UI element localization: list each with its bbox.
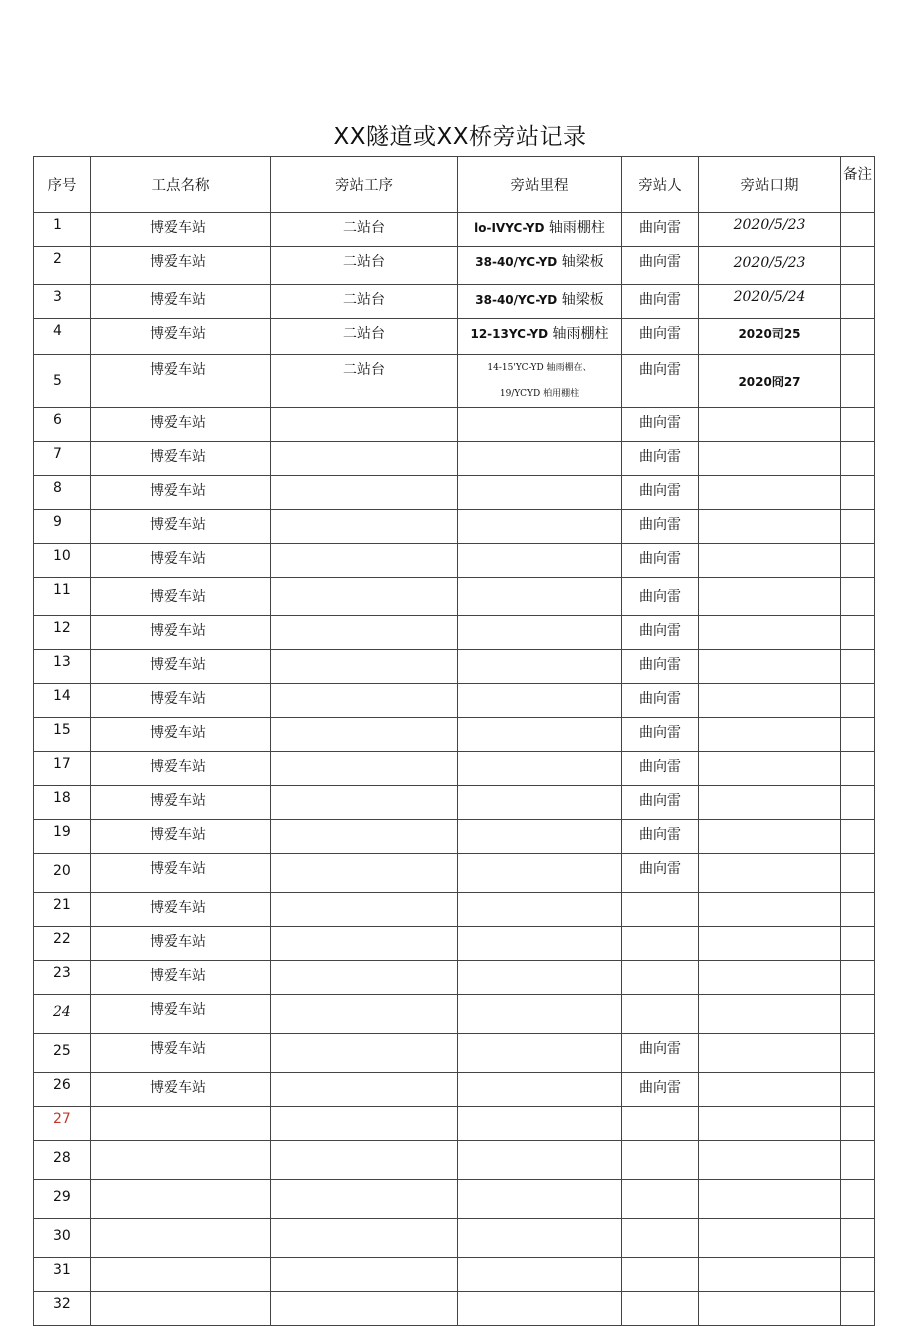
cell-site	[91, 1292, 271, 1326]
cell-date	[699, 1258, 841, 1292]
cell-site: 博爱车站	[91, 995, 271, 1034]
cell-person	[622, 893, 699, 927]
cell-site: 博爱车站	[91, 650, 271, 684]
cell-seq: 4	[34, 319, 91, 355]
cell-site	[91, 1141, 271, 1180]
cell-site	[91, 1180, 271, 1219]
cell-person: 曲向雷	[622, 752, 699, 786]
cell-note	[841, 786, 875, 820]
cell-mileage	[458, 408, 622, 442]
mileage-code: 12-13YC-YD	[470, 327, 549, 341]
table-row	[34, 1141, 875, 1180]
cell-seq: 15	[34, 718, 91, 752]
cell-site: 博爱车站	[91, 616, 271, 650]
cell-seq: 18	[34, 786, 91, 820]
mileage-text: 轴梁板	[561, 254, 604, 270]
cell-seq: 31	[34, 1258, 91, 1292]
cell-process: 二站台	[271, 285, 458, 319]
table-row	[34, 544, 875, 578]
cell-mileage	[458, 854, 622, 893]
cell-date	[699, 854, 841, 893]
cell-mileage	[458, 616, 622, 650]
cell-seq: 25	[34, 1034, 91, 1073]
cell-process	[271, 1180, 458, 1219]
cell-seq: 28	[34, 1141, 91, 1180]
cell-seq: 19	[34, 820, 91, 854]
table-row	[34, 616, 875, 650]
table-row	[34, 961, 875, 995]
cell-mileage	[458, 1034, 622, 1073]
cell-seq: 24	[34, 995, 91, 1034]
cell-note	[841, 995, 875, 1034]
cell-mileage	[458, 1180, 622, 1219]
cell-note	[841, 927, 875, 961]
mileage-line-1: 14-15'YC-YD 轴雨棚在、	[487, 363, 592, 373]
cell-process	[271, 616, 458, 650]
cell-process	[271, 786, 458, 820]
cell-date	[699, 961, 841, 995]
table-row	[34, 786, 875, 820]
cell-date	[699, 510, 841, 544]
cell-site: 博爱车站	[91, 510, 271, 544]
cell-date	[699, 1073, 841, 1107]
header-mileage: 旁站里程	[458, 157, 622, 213]
cell-note	[841, 247, 875, 285]
header-seq: 序号	[34, 157, 91, 213]
cell-person: 曲向雷	[622, 578, 699, 616]
cell-site	[91, 1107, 271, 1141]
table-row	[34, 285, 875, 319]
table-row	[34, 650, 875, 684]
table-row	[34, 1292, 875, 1326]
mileage-text: 轴雨棚柱	[552, 326, 609, 342]
cell-note	[841, 752, 875, 786]
header-person: 旁站人	[622, 157, 699, 213]
cell-person: 曲向雷	[622, 355, 699, 408]
cell-mileage	[458, 247, 622, 285]
cell-site: 博爱车站	[91, 285, 271, 319]
cell-date	[699, 995, 841, 1034]
cell-date	[699, 650, 841, 684]
cell-process	[271, 995, 458, 1034]
cell-process	[271, 1034, 458, 1073]
cell-process	[271, 510, 458, 544]
cell-seq: 5	[34, 355, 91, 408]
cell-process	[271, 1258, 458, 1292]
cell-mileage	[458, 650, 622, 684]
cell-date	[699, 544, 841, 578]
cell-note	[841, 650, 875, 684]
cell-site: 博爱车站	[91, 854, 271, 893]
table-row	[34, 927, 875, 961]
cell-process: 二站台	[271, 319, 458, 355]
cell-site: 博爱车站	[91, 319, 271, 355]
cell-seq: 9	[34, 510, 91, 544]
cell-person	[622, 1107, 699, 1141]
cell-mileage	[458, 544, 622, 578]
cell-person	[622, 1180, 699, 1219]
cell-seq: 13	[34, 650, 91, 684]
cell-person: 曲向雷	[622, 476, 699, 510]
cell-seq: 1	[34, 213, 91, 247]
cell-date	[699, 786, 841, 820]
cell-person: 曲向雷	[622, 718, 699, 752]
cell-seq: 22	[34, 927, 91, 961]
cell-site: 博爱车站	[91, 927, 271, 961]
cell-mileage	[458, 476, 622, 510]
cell-seq: 21	[34, 893, 91, 927]
cell-note	[841, 319, 875, 355]
cell-mileage	[458, 820, 622, 854]
cell-note	[841, 854, 875, 893]
cell-mileage	[458, 578, 622, 616]
table-row	[34, 510, 875, 544]
cell-note	[841, 544, 875, 578]
cell-mileage	[458, 1107, 622, 1141]
cell-site: 博爱车站	[91, 786, 271, 820]
cell-person: 曲向雷	[622, 319, 699, 355]
cell-site: 博爱车站	[91, 752, 271, 786]
cell-process	[271, 1219, 458, 1258]
cell-seq: 3	[34, 285, 91, 319]
cell-note	[841, 1034, 875, 1073]
cell-person: 曲向雷	[622, 213, 699, 247]
cell-date	[699, 718, 841, 752]
cell-note	[841, 820, 875, 854]
cell-seq: 23	[34, 961, 91, 995]
cell-date	[699, 684, 841, 718]
header-note: 备注	[841, 157, 875, 213]
cell-mileage	[458, 319, 622, 355]
cell-note	[841, 684, 875, 718]
cell-mileage	[458, 927, 622, 961]
header-date: 旁站口期	[699, 157, 841, 213]
cell-seq: 26	[34, 1073, 91, 1107]
cell-note	[841, 476, 875, 510]
cell-mileage	[458, 285, 622, 319]
cell-person	[622, 1219, 699, 1258]
cell-site: 博爱车站	[91, 820, 271, 854]
cell-note	[841, 961, 875, 995]
cell-note	[841, 285, 875, 319]
cell-mileage	[458, 1292, 622, 1326]
table-row	[34, 893, 875, 927]
table-row	[34, 1034, 875, 1073]
cell-date	[699, 1180, 841, 1219]
cell-date: 2020冏27	[699, 355, 841, 408]
cell-process: 二站台	[271, 355, 458, 408]
cell-site: 博爱车站	[91, 684, 271, 718]
cell-process	[271, 1107, 458, 1141]
header-site: 工点名称	[91, 157, 271, 213]
cell-date	[699, 476, 841, 510]
cell-note	[841, 510, 875, 544]
cell-mileage	[458, 1073, 622, 1107]
cell-person	[622, 1258, 699, 1292]
cell-note	[841, 616, 875, 650]
cell-seq: 2	[34, 247, 91, 285]
cell-mileage	[458, 995, 622, 1034]
cell-date	[699, 578, 841, 616]
cell-date	[699, 1141, 841, 1180]
cell-process	[271, 442, 458, 476]
cell-person	[622, 1292, 699, 1326]
cell-seq: 12	[34, 616, 91, 650]
cell-person	[622, 927, 699, 961]
cell-note	[841, 355, 875, 408]
table-row	[34, 1219, 875, 1258]
cell-seq: 8	[34, 476, 91, 510]
cell-note	[841, 442, 875, 476]
table-row	[34, 684, 875, 718]
table-row	[34, 213, 875, 247]
cell-seq: 11	[34, 578, 91, 616]
cell-seq: 6	[34, 408, 91, 442]
cell-date	[699, 752, 841, 786]
cell-person: 曲向雷	[622, 442, 699, 476]
cell-process: 二站台	[271, 247, 458, 285]
cell-mileage	[458, 786, 622, 820]
cell-note	[841, 213, 875, 247]
cell-mileage	[458, 752, 622, 786]
cell-mileage	[458, 510, 622, 544]
cell-seq: 27	[34, 1107, 91, 1141]
mileage-code: lo-IVYC-YD	[474, 221, 545, 235]
cell-note	[841, 718, 875, 752]
cell-process	[271, 854, 458, 893]
cell-date: 2020/5/24	[699, 285, 841, 319]
cell-mileage	[458, 442, 622, 476]
cell-date: 2020/5/23	[699, 247, 841, 285]
cell-process	[271, 476, 458, 510]
cell-site: 博爱车站	[91, 355, 271, 408]
cell-site: 博爱车站	[91, 213, 271, 247]
cell-process	[271, 927, 458, 961]
cell-seq: 7	[34, 442, 91, 476]
cell-person: 曲向雷	[622, 684, 699, 718]
cell-site: 博爱车站	[91, 476, 271, 510]
header-row	[34, 157, 875, 213]
cell-mileage	[458, 961, 622, 995]
cell-seq: 29	[34, 1180, 91, 1219]
mileage-line-2: 19/YCYD 柏用棚柱	[499, 389, 580, 399]
table-row	[34, 1107, 875, 1141]
cell-site: 博爱车站	[91, 442, 271, 476]
cell-process	[271, 1292, 458, 1326]
cell-note	[841, 1107, 875, 1141]
cell-site: 博爱车站	[91, 893, 271, 927]
cell-note	[841, 1219, 875, 1258]
cell-process	[271, 544, 458, 578]
cell-seq: 17	[34, 752, 91, 786]
record-table	[33, 156, 875, 1326]
cell-process	[271, 650, 458, 684]
cell-note	[841, 1073, 875, 1107]
cell-person: 曲向雷	[622, 247, 699, 285]
cell-date	[699, 616, 841, 650]
cell-person: 曲向雷	[622, 510, 699, 544]
table-row	[34, 319, 875, 355]
cell-person: 曲向雷	[622, 1073, 699, 1107]
cell-site: 博爱车站	[91, 718, 271, 752]
cell-date	[699, 1219, 841, 1258]
cell-site: 博爱车站	[91, 544, 271, 578]
cell-seq: 32	[34, 1292, 91, 1326]
cell-seq: 10	[34, 544, 91, 578]
table-row	[34, 442, 875, 476]
cell-date	[699, 820, 841, 854]
cell-person: 曲向雷	[622, 854, 699, 893]
cell-person: 曲向雷	[622, 616, 699, 650]
cell-process	[271, 1073, 458, 1107]
cell-person: 曲向雷	[622, 544, 699, 578]
table-row	[34, 578, 875, 616]
cell-mileage	[458, 1219, 622, 1258]
cell-seq: 30	[34, 1219, 91, 1258]
table-row	[34, 820, 875, 854]
table-row	[34, 476, 875, 510]
cell-site: 博爱车站	[91, 1073, 271, 1107]
table-row	[34, 408, 875, 442]
cell-process	[271, 893, 458, 927]
cell-date	[699, 927, 841, 961]
cell-site: 博爱车站	[91, 578, 271, 616]
cell-date: 2020/5/23	[699, 213, 841, 247]
table-row	[34, 247, 875, 285]
cell-process	[271, 684, 458, 718]
cell-site: 博爱车站	[91, 408, 271, 442]
cell-date	[699, 1292, 841, 1326]
cell-mileage	[458, 355, 622, 408]
mileage-text: 轴梁板	[561, 292, 604, 308]
cell-process	[271, 718, 458, 752]
table-row	[34, 1258, 875, 1292]
table-row	[34, 718, 875, 752]
cell-person	[622, 961, 699, 995]
table-row	[34, 752, 875, 786]
mileage-code: 38-40/YC-YD	[475, 293, 558, 307]
cell-process	[271, 578, 458, 616]
cell-person: 曲向雷	[622, 820, 699, 854]
cell-person: 曲向雷	[622, 408, 699, 442]
cell-date	[699, 893, 841, 927]
cell-site	[91, 1258, 271, 1292]
cell-mileage	[458, 1258, 622, 1292]
cell-mileage	[458, 213, 622, 247]
table-row	[34, 355, 875, 408]
cell-person: 曲向雷	[622, 1034, 699, 1073]
cell-mileage	[458, 718, 622, 752]
cell-person	[622, 995, 699, 1034]
cell-note	[841, 408, 875, 442]
cell-note	[841, 1258, 875, 1292]
table-row	[34, 1180, 875, 1219]
cell-process	[271, 408, 458, 442]
table-row	[34, 854, 875, 893]
cell-process	[271, 752, 458, 786]
cell-process	[271, 1141, 458, 1180]
cell-process	[271, 820, 458, 854]
cell-date	[699, 442, 841, 476]
cell-site: 博爱车站	[91, 247, 271, 285]
cell-person: 曲向雷	[622, 786, 699, 820]
cell-note	[841, 1141, 875, 1180]
mileage-code: 38-40/YC-YD	[475, 255, 558, 269]
cell-person: 曲向雷	[622, 650, 699, 684]
cell-person: 曲向雷	[622, 285, 699, 319]
cell-date: 2020司25	[699, 319, 841, 355]
cell-process: 二站台	[271, 213, 458, 247]
mileage-text: 轴雨棚柱	[548, 220, 605, 236]
cell-site: 博爱车站	[91, 1034, 271, 1073]
cell-date	[699, 1034, 841, 1073]
cell-site: 博爱车站	[91, 961, 271, 995]
table-row	[34, 995, 875, 1034]
cell-date	[699, 1107, 841, 1141]
cell-mileage	[458, 684, 622, 718]
table-row	[34, 1073, 875, 1107]
cell-mileage	[458, 1141, 622, 1180]
cell-date	[699, 408, 841, 442]
cell-mileage	[458, 893, 622, 927]
cell-note	[841, 1180, 875, 1219]
cell-note	[841, 578, 875, 616]
header-process: 旁站工序	[271, 157, 458, 213]
page-title: XX隧道或XX桥旁站记录	[333, 124, 587, 150]
cell-seq: 20	[34, 854, 91, 893]
cell-process	[271, 961, 458, 995]
cell-note	[841, 893, 875, 927]
cell-site	[91, 1219, 271, 1258]
cell-seq: 14	[34, 684, 91, 718]
cell-note	[841, 1292, 875, 1326]
cell-person	[622, 1141, 699, 1180]
